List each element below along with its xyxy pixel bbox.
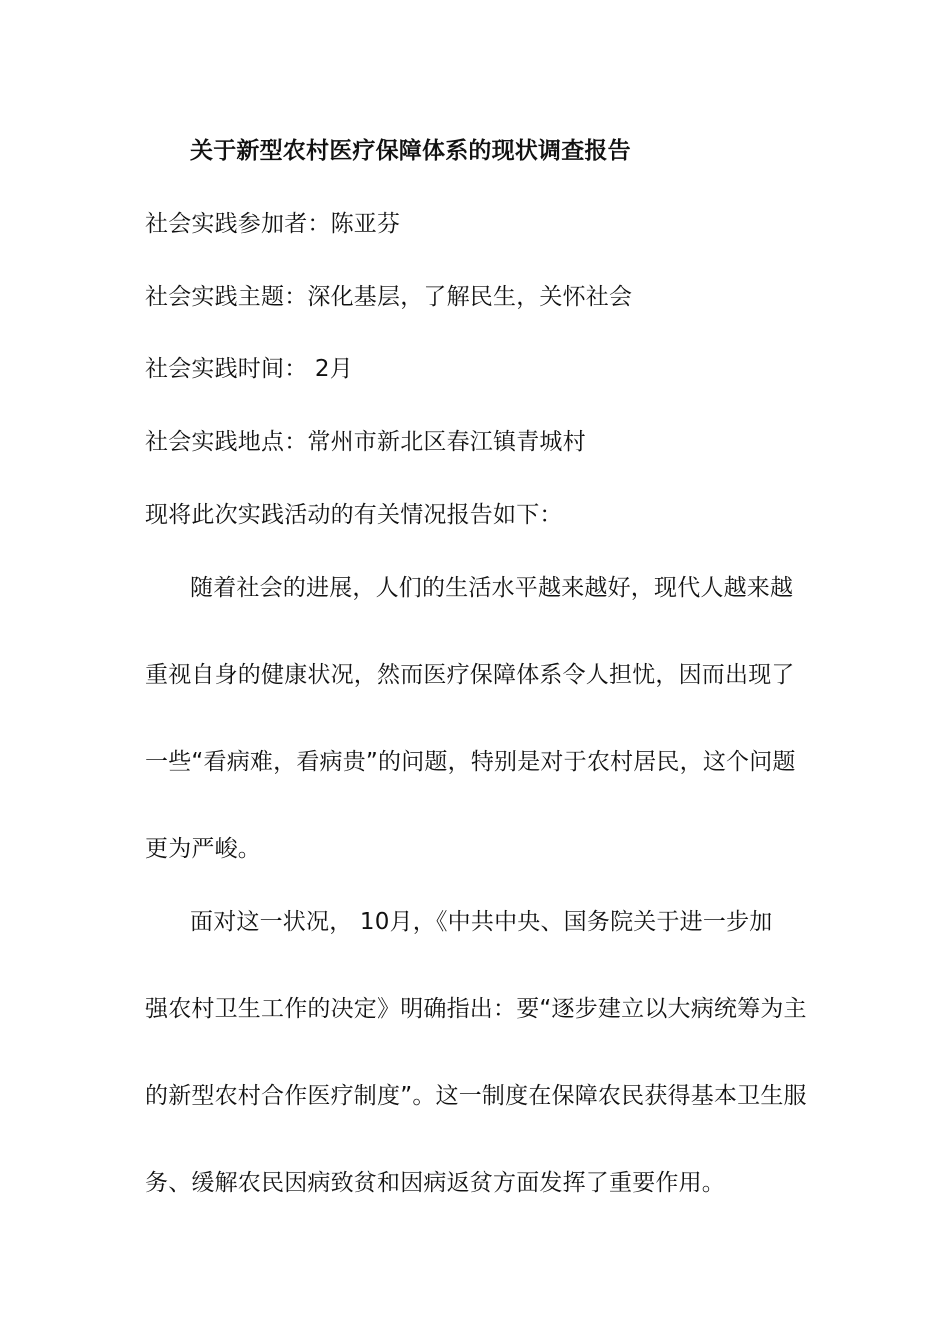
paragraph-2-line-3: 的新型农村合作医疗制度”。这一制度在保障农民获得基本卫生服 xyxy=(145,1083,807,1109)
paragraph-1-line-4: 更为严峻。 xyxy=(145,836,261,862)
paragraph-2-line-4: 务、缓解农民因病致贫和因病返贫方面发挥了重要作用。 xyxy=(145,1170,725,1196)
intro-line: 现将此次实践活动的有关情况报告如下： xyxy=(145,502,563,528)
paragraph-2-line-1: 面对这一状况， 10月，《中共中央、国务院关于进一步加 xyxy=(190,909,773,935)
time-line: 社会实践时间： 2月 xyxy=(145,356,353,382)
paragraph-1-line-3: 一些“看病难，看病贵”的问题，特别是对于农村居民，这个问题 xyxy=(145,749,796,775)
participant-line: 社会实践参加者：陈亚芬 xyxy=(145,211,401,237)
paragraph-1-line-2: 重视自身的健康状况，然而医疗保障体系令人担忧，因而出现了 xyxy=(145,662,795,688)
paragraph-1-line-1: 随着社会的进展，人们的生活水平越来越好，现代人越来越 xyxy=(190,575,794,601)
paragraph-2-line-2: 强农村卫生工作的决定》明确指出：要“逐步建立以大病统筹为主 xyxy=(145,996,807,1022)
location-line: 社会实践地点：常州市新北区春江镇青城村 xyxy=(145,429,586,455)
document-title: 关于新型农村医疗保障体系的现状调查报告 xyxy=(190,138,631,164)
theme-line: 社会实践主题：深化基层，了解民生，关怀社会 xyxy=(145,284,633,310)
